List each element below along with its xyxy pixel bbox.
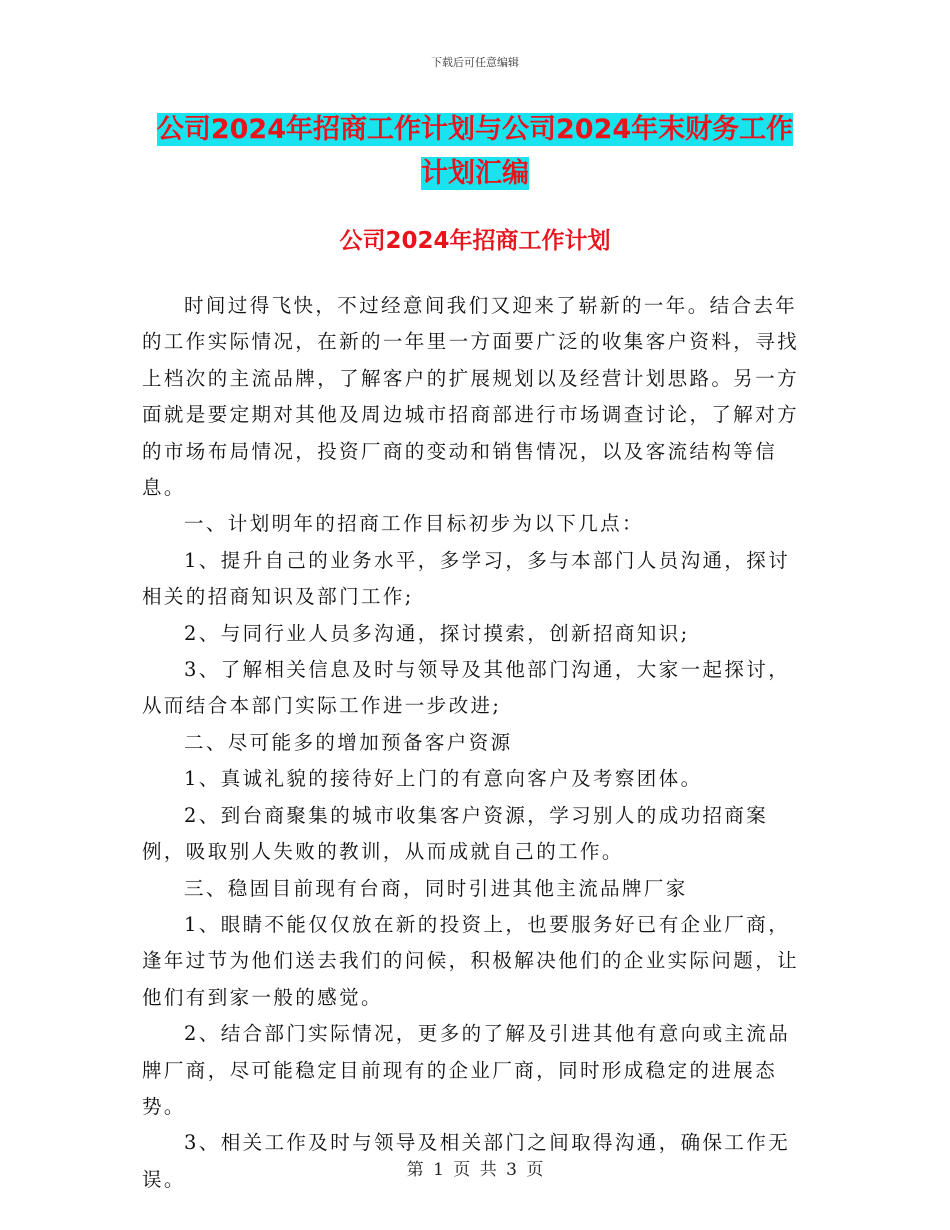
document-body xyxy=(142,288,808,1198)
paragraph: 一、计划明年的招商工作目标初步为以下几点： xyxy=(184,512,644,536)
header-note: 下载后可任意编辑 xyxy=(431,56,519,69)
paragraph: 3、相关工作及时与领导及相关部门之间取得沟通，确保工作无误。 xyxy=(142,1131,791,1191)
paragraph: 2、与同行业人员多沟通，探讨摸索，创新招商知识; xyxy=(184,621,690,645)
paragraph: 二、尽可能多的增加预备客户资源 xyxy=(184,730,513,754)
paragraph: 1、真诚礼貌的接待好上门的有意向客户及考察团体。 xyxy=(184,767,703,791)
document-title-line-1: 公司2024年招商工作计划与公司2024年末财务工作 xyxy=(156,114,794,145)
paragraph: 时间过得飞快，不过经意间我们又迎来了崭新的一年。结合去年的工作实际情况，在新的一年里一方面要广泛的收集客户资料，寻找上档次的主流品牌，了解客户的扩展规划以及经营计划思路。另一方面就是要定期对其他及周边城市招商部进行市场调查讨论，了解对方的市场布局情况，投资厂商的变动和销售情况，以及客流结构等信息。 xyxy=(142,294,800,500)
page-footer: 第 1 页 共 3 页 xyxy=(406,1160,544,1180)
paragraph: 1、提升自己的业务水平，多学习，多与本部门人员沟通，探讨相关的招商知识及部门工作; xyxy=(142,548,791,609)
paragraph: 2、结合部门实际情况，更多的了解及引进其他有意向或主流品牌厂商，尽可能稳定目前现有的企业厂商，同时形成稳定的进展态势。 xyxy=(142,1022,791,1118)
document-title-line-2: 计划汇编 xyxy=(421,158,529,189)
paragraph: 3、了解相关信息及时与领导及其他部门沟通，大家一起探讨，从而结合本部门实际工作进一步改进; xyxy=(142,658,791,718)
document-title xyxy=(0,108,950,196)
section-title: 公司2024年招商工作计划 xyxy=(339,228,611,254)
paragraph: 2、到台商聚集的城市收集客户资源，学习别人的成功招商案例，吸取别人失败的教训，从而成就自己的工作。 xyxy=(142,803,769,864)
paragraph: 1、眼睛不能仅仅放在新的投资上，也要服务好已有企业厂商，逢年过节为他们送去我们的问候，积极解决他们的企业实际问题，让他们有到家一般的感觉。 xyxy=(142,912,800,1009)
paragraph: 三、稳固目前现有台商，同时引进其他主流品牌厂家 xyxy=(184,876,688,900)
